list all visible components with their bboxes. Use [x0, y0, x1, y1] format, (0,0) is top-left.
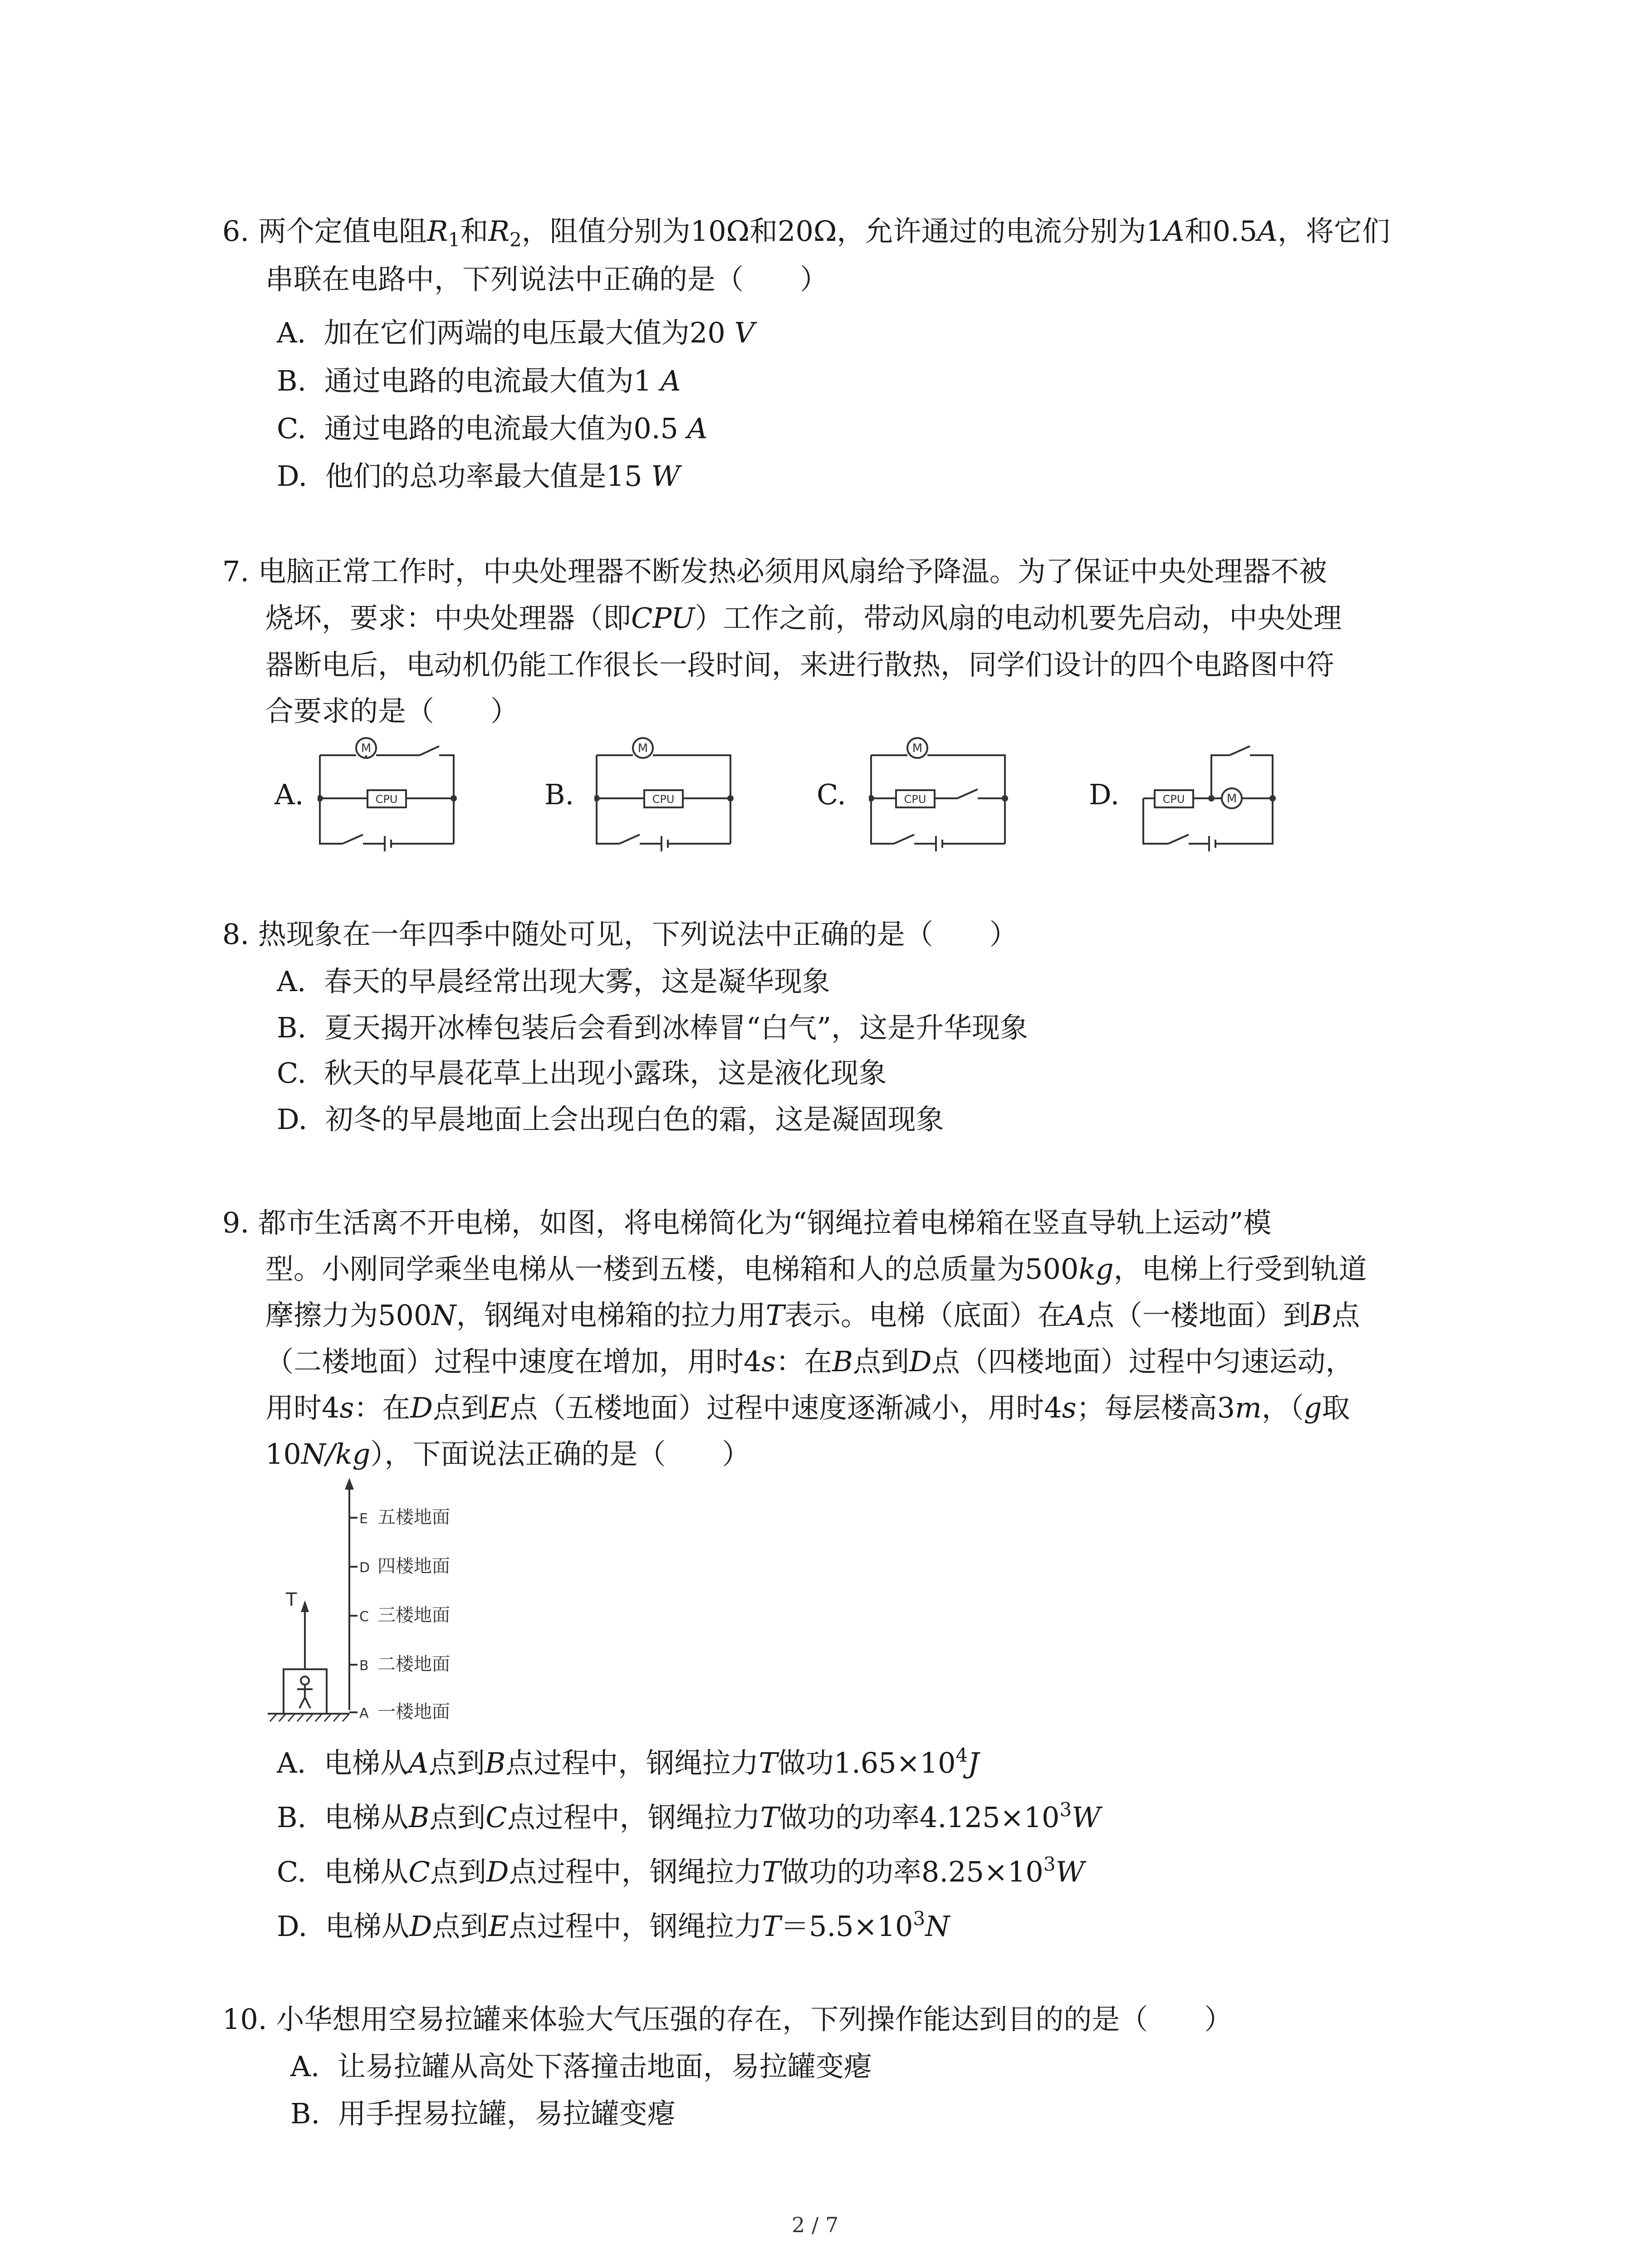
tension-label: T	[286, 1589, 297, 1610]
q6-line1: 6. 两个定值电阻$R_1$和$R_2$，阻值分别为10Ω和20Ω，允许通过的电流分别为1A和0.5A，将它们	[222, 215, 1390, 251]
q9-line4: （二楼地面）过程中速度在增加，用时4s：在B点到D点（四楼地面）过程中匀速运动，	[265, 1345, 1354, 1378]
q6-option-a[interactable]: A. 加在它们两端的电压最大值为20 V	[277, 316, 755, 349]
q8-option-c[interactable]: C. 秋天的早晨花草上出现小露珠，这是液化现象	[277, 1056, 887, 1090]
q7-option-a-label[interactable]: A.	[274, 778, 304, 811]
q8-option-a[interactable]: A. 春天的早晨经常出现大雾，这是凝华现象	[277, 965, 830, 998]
q10-number: 10.	[222, 2003, 267, 2036]
q9-option-a[interactable]: A. 电梯从A点到B点过程中，钢绳拉力T做功$1.65\times 10^4J$	[277, 1744, 980, 1779]
cpu-label: CPU	[904, 793, 926, 806]
q9-line6: 10N/kg），下面说法正确的是（ ）	[265, 1437, 750, 1471]
q7-line2: 烧坏，要求：中央处理器（即CPU）工作之前，带动风扇的电动机要先启动，中央处理	[265, 601, 1342, 635]
q6-option-d[interactable]: D. 他们的总功率最大值是15 W	[277, 459, 680, 493]
cpu-label: CPU	[652, 793, 675, 806]
q7-line4: 合要求的是（ ）	[265, 694, 519, 728]
q7-line1: 7. 电脑正常工作时，中央处理器不断发热必须用风扇给予降温。为了保证中央处理器不被	[222, 555, 1327, 588]
q7-number: 7.	[222, 555, 250, 588]
circuit-diagram-d	[1141, 733, 1282, 853]
q8-number: 8.	[222, 918, 250, 951]
motor-label: M	[912, 742, 923, 755]
floor-letter-d: D	[359, 1560, 370, 1576]
elevator-figure	[263, 1474, 517, 1733]
floor-letter-a: A	[359, 1706, 369, 1721]
q8-option-d[interactable]: D. 初冬的早晨地面上会出现白色的霜，这是凝固现象	[277, 1103, 944, 1136]
q6-number: 6.	[222, 215, 250, 248]
q6-option-b[interactable]: B. 通过电路的电流最大值为1 A	[277, 364, 681, 397]
q9-line5: 用时4s：在D点到E点（五楼地面）过程中速度逐渐减小，用时4s；每层楼高3m，（g取	[265, 1391, 1350, 1424]
floor-letter-c: C	[359, 1609, 369, 1625]
q10-stem: 10. 小华想用空易拉罐来体验大气压强的存在，下列操作能达到目的的是（ ）	[222, 2003, 1233, 2036]
floor-letter-e: E	[359, 1511, 368, 1527]
q9-option-d[interactable]: D. 电梯从D点到E点过程中，钢绳拉力$T=5.5\times 10^3N$	[277, 1907, 950, 1943]
q7-option-b-label[interactable]: B.	[544, 778, 574, 811]
q10-option-b[interactable]: B. 用手捏易拉罐，易拉罐变瘪	[290, 2097, 676, 2130]
circuit-diagram-c	[869, 733, 1009, 853]
cpu-label: CPU	[1162, 793, 1185, 806]
motor-label: M	[1226, 792, 1237, 806]
q7-line3: 器断电后，电动机仍能工作很长一段时间，来进行散热，同学们设计的四个电路图中符	[265, 648, 1335, 681]
q6-option-c[interactable]: C. 通过电路的电流最大值为0.5 A	[277, 412, 708, 445]
motor-label: M	[637, 742, 648, 755]
q9-number: 9.	[222, 1206, 250, 1239]
floor-label-d: 四楼地面	[377, 1556, 450, 1577]
q6-line2: 串联在电路中，下列说法中正确的是（ ）	[265, 263, 828, 296]
floor-label-b: 二楼地面	[377, 1654, 450, 1675]
q8-option-b[interactable]: B. 夏天揭开冰棒包装后会看到冰棒冒“白气”，这是升华现象	[277, 1011, 1029, 1044]
q9-line3: 摩擦力为500N，钢绳对电梯箱的拉力用T表示。电梯（底面）在A点（一楼地面）到B点	[265, 1299, 1360, 1332]
q7-option-d-label[interactable]: D.	[1089, 778, 1120, 811]
floor-label-a: 一楼地面	[377, 1701, 450, 1722]
q9-line2: 型。小刚同学乘坐电梯从一楼到五楼，电梯箱和人的总质量为500kg，电梯上行受到轨道	[265, 1252, 1367, 1286]
floor-label-e: 五楼地面	[377, 1507, 450, 1528]
q9-option-b[interactable]: B. 电梯从B点到C点过程中，钢绳拉力T做功的功率$4.125\times 10^3W$	[277, 1799, 1101, 1834]
circuit-diagram-b	[594, 733, 735, 853]
q7-option-c-label[interactable]: C.	[817, 778, 846, 811]
cpu-label: CPU	[375, 793, 398, 806]
q9-option-c[interactable]: C. 电梯从C点到D点过程中，钢绳拉力T做功的功率$8.25\times 10^3W$	[277, 1853, 1085, 1888]
floor-label-c: 三楼地面	[377, 1605, 450, 1626]
motor-label: M	[361, 742, 372, 755]
floor-letter-b: B	[359, 1658, 369, 1674]
page-number: 2 / 7	[792, 2213, 839, 2237]
q8-stem: 8. 热现象在一年四季中随处可见，下列说法中正确的是（ ）	[222, 918, 1018, 951]
q9-line1: 9. 都市生活离不开电梯，如图，将电梯简化为“钢绳拉着电梯箱在竖直导轨上运动”模	[222, 1206, 1272, 1239]
circuit-diagram-a	[318, 733, 458, 853]
q10-option-a[interactable]: A. 让易拉罐从高处下落撞击地面，易拉罐变瘪	[290, 2050, 872, 2083]
